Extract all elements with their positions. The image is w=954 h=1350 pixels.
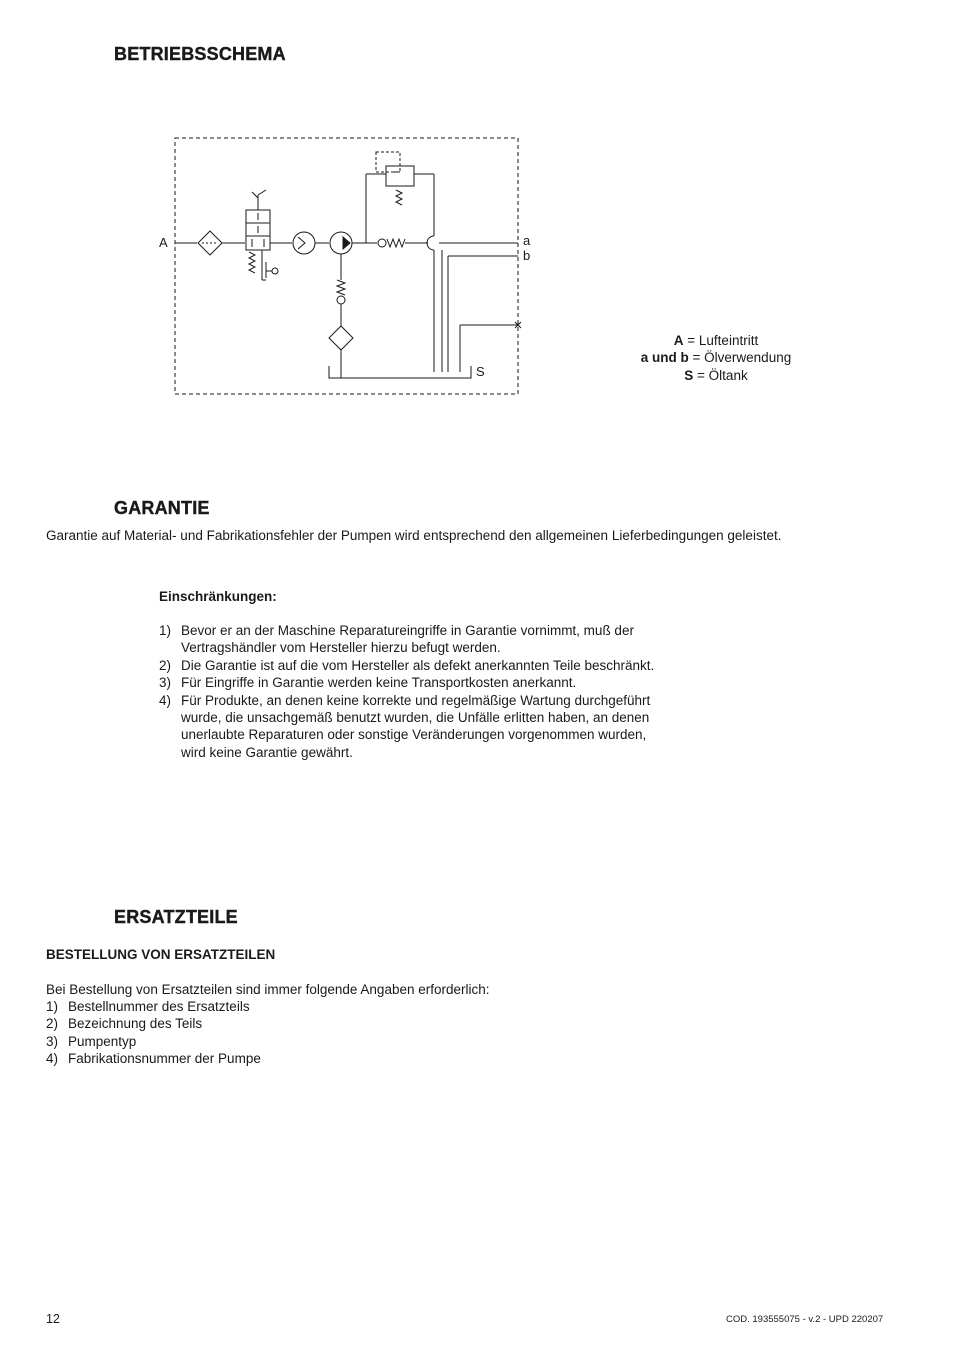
list-item: 3) Pumpentyp: [46, 1033, 137, 1049]
ersatzteile-intro: Bei Bestellung von Ersatzteilen sind immer folgende Angaben erforderlich:: [46, 982, 490, 997]
restriction-item: 1) Bevor er an der Maschine Reparatureingriffe in Garantie vornimmt, muß der Vertragshändler vom Hersteller hierzu befugt werden.: [159, 623, 634, 656]
ersatzteile-list: [46, 998, 546, 1068]
document-code: COD. 193555075 - v.2 - UPD 220207: [726, 1314, 884, 1325]
legend-row-air: A = Lufteintritt: [673, 333, 759, 348]
pneumatic-schematic: [150, 130, 540, 405]
legend-row-oil-tank: S = Öltank: [684, 367, 748, 383]
label-air-inlet: A: [159, 235, 168, 250]
restrictions-list: [159, 622, 679, 761]
section-title-schema: BETRIEBSSCHEMA: [114, 44, 286, 64]
section-title-garantie: GARANTIE: [114, 498, 210, 518]
restriction-item: 2) Die Garantie ist auf die vom Hersteller als defekt anerkannten Teile beschränkt.: [159, 657, 655, 673]
ersatzteile-subtitle: BESTELLUNG VON ERSATZTEILEN: [46, 947, 276, 962]
section-title-ersatzteile: ERSATZTEILE: [114, 907, 238, 927]
page-number: 12: [46, 1312, 60, 1326]
list-item: 4) Fabrikationsnummer der Pumpe: [46, 1051, 261, 1067]
label-tank-s: S: [476, 364, 485, 379]
restriction-item: 3) Für Eingriffe in Garantie werden keine Transportkosten anerkannt.: [159, 675, 577, 691]
restrictions-title: Einschränkungen:: [159, 589, 277, 604]
legend-row-oil-use: a und b = Ölverwendung: [640, 350, 792, 366]
restriction-item: 4) Für Produkte, an denen keine korrekte und regelmäßige Wartung durchgeführt wurde, die unsachgemäß benutzt wurden, die Unfälle erlitten haben, an denen unerlaubte Reparaturen oder sonstige Veränderungen vorgenommen wurden, wird keine Garantie gewährt.: [159, 692, 651, 760]
label-outlet-a: a: [523, 233, 531, 248]
label-outlet-b: b: [523, 248, 531, 263]
list-item: 2) Bezeichnung des Teils: [46, 1016, 203, 1032]
garantie-intro: Garantie auf Material- und Fabrikationsfehler der Pumpen wird entsprechend den allgemeinen Lieferbedingungen geleistet.: [46, 528, 782, 543]
schema-legend: [616, 332, 816, 384]
list-item: 1) Bestellnummer des Ersatzteils: [46, 999, 250, 1014]
